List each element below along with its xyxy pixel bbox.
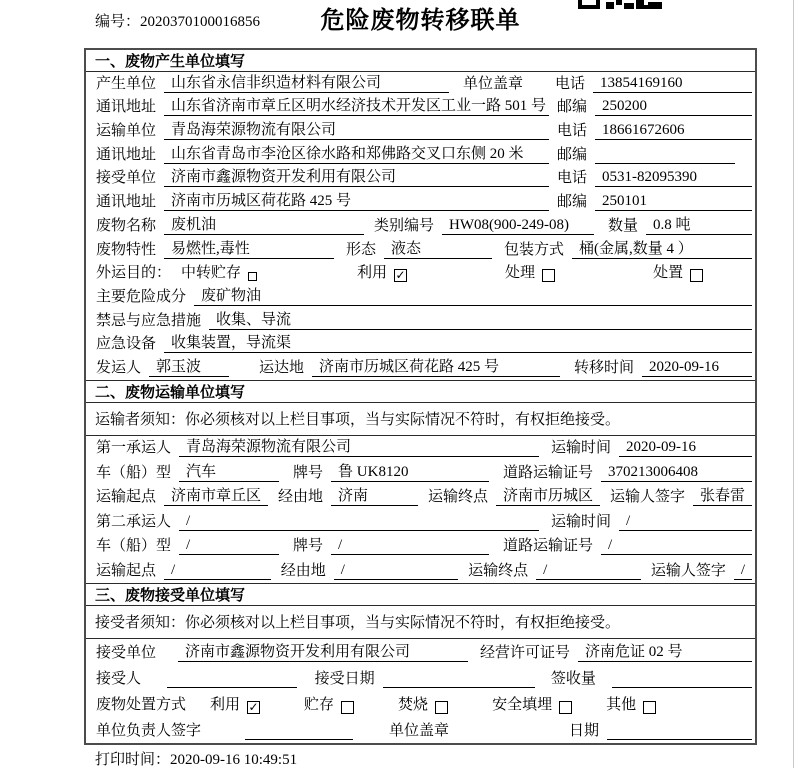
transfer-time-label: 转移时间 — [574, 359, 635, 376]
dispose-checkbox-icon — [690, 269, 703, 282]
print-time-value: 2020-09-16 10:49:51 — [170, 752, 298, 768]
transfer-storage-option — [181, 261, 257, 282]
section-receiver — [86, 583, 755, 743]
disposal-landfill-label: 安全填埋 — [492, 696, 553, 713]
row-receiver — [86, 167, 755, 191]
addr3-label: 通讯地址 — [96, 194, 157, 211]
via2-label: 经由地 — [280, 562, 326, 579]
row-waste-character — [86, 238, 755, 262]
plate1-value: 鲁 UK8120 — [331, 460, 489, 482]
date-label: 日期 — [569, 722, 600, 739]
disposal-store-checkbox-icon — [341, 701, 354, 714]
row-second-carrier — [86, 509, 755, 534]
accept-date-value — [383, 671, 535, 688]
zip1-label: 邮编 — [557, 99, 588, 116]
receiver-value: 济南市鑫源物资开发利用有限公司 — [164, 165, 549, 187]
license2-label: 道路运输证号 — [503, 538, 594, 555]
origin1-value: 济南市章丘区 — [164, 484, 268, 506]
qr-code-fragment — [578, 0, 662, 10]
window-edge-line — [793, 0, 794, 768]
phone3-value: 0531-82095390 — [595, 169, 752, 187]
page-title: 危险废物转移联单 — [320, 7, 521, 34]
row-vehicle2 — [86, 534, 755, 559]
addr1-value: 山东省济南市章丘区明水经济技术开发区工业一路 501 号 — [164, 94, 549, 116]
phone2-value: 18661672606 — [595, 122, 752, 140]
section1-title: 一、废物产生单位填写 — [86, 50, 755, 72]
row-hazard — [86, 285, 755, 309]
permit-label: 经营许可证号 — [480, 644, 571, 661]
quantity-value: 0.8 吨 — [646, 213, 752, 235]
row-head-sign — [86, 717, 755, 743]
receive-unit-label: 接受单位 — [96, 644, 157, 661]
time1-label: 运输时间 — [551, 440, 612, 457]
manifest-table — [84, 48, 757, 745]
treat-checkbox-icon — [542, 269, 555, 282]
disposal-use-option — [210, 693, 260, 714]
time2-label: 运输时间 — [551, 513, 612, 530]
packing-value: 桶(金属,数量 4 ） — [572, 237, 752, 259]
end1-value: 济南市历城区 — [496, 484, 600, 506]
vehicle2-value: / — [179, 537, 279, 555]
zip2-label: 邮编 — [557, 146, 588, 163]
unit-seal2-label: 单位盖章 — [389, 722, 450, 739]
sign1-label: 运输人签字 — [609, 489, 685, 506]
carrier1-label: 第一承运人 — [96, 440, 172, 457]
row-transporter-address — [86, 143, 755, 167]
consignor-label: 发运人 — [96, 359, 142, 376]
transporter-value: 青岛海荣源物流有限公司 — [164, 118, 549, 140]
phone2-label: 电话 — [557, 123, 588, 140]
disposal-burn-option — [398, 693, 448, 714]
vehicle1-value: 汽车 — [179, 460, 279, 482]
sign-qty-value — [612, 671, 752, 688]
disposal-label: 废物处置方式 — [96, 696, 187, 713]
transporter-notice: 运输者须知：你必须核对以上栏目事项，当与实际情况不符时，有权拒绝接受。 — [86, 403, 755, 436]
origin1-label: 运输起点 — [96, 489, 157, 506]
use-checkbox-icon: ✓ — [395, 268, 406, 283]
row-transporter — [86, 119, 755, 143]
plate1-label: 牌号 — [293, 464, 324, 481]
hazard-label: 主要危险成分 — [96, 288, 187, 305]
treat-option — [505, 261, 555, 282]
producer-value: 山东省永信非织造材料有限公司 — [164, 71, 449, 93]
zip2-value — [595, 147, 735, 164]
accept-date-label: 接受日期 — [314, 670, 375, 687]
acceptor-label: 接受人 — [96, 670, 142, 687]
end1-label: 运输终点 — [427, 489, 488, 506]
row-equipment — [86, 333, 755, 357]
row-producer — [86, 72, 755, 96]
addr2-label: 通讯地址 — [96, 146, 157, 163]
section2-title: 二、废物运输单位填写 — [86, 381, 755, 403]
plate2-label: 牌号 — [293, 538, 324, 555]
disposal-other-checkbox-icon — [643, 701, 656, 714]
row-vehicle1 — [86, 460, 755, 485]
head-sign-value — [245, 723, 353, 740]
disposal-landfill-checkbox-icon — [559, 701, 572, 714]
row-purpose — [86, 262, 755, 286]
disposal-use-label: 利用 — [210, 696, 241, 713]
permit-value: 济南危证 02 号 — [578, 640, 752, 662]
addr3-value: 济南市历城区荷花路 425 号 — [164, 189, 549, 211]
receiver-label: 接受单位 — [96, 170, 157, 187]
row-acceptor — [86, 665, 755, 691]
sign1-value: 张春雷 — [693, 484, 752, 506]
carrier1-value: 青岛海荣源物流有限公司 — [179, 435, 539, 457]
phone1-value: 13854169160 — [593, 75, 752, 93]
row-route1 — [86, 485, 755, 510]
taboo-value: 收集、导流 — [209, 308, 752, 330]
disposal-landfill-option — [492, 693, 572, 714]
consignor-value: 郭玉波 — [149, 355, 229, 377]
vehicle1-label: 车（船）型 — [96, 464, 172, 481]
date-value — [607, 723, 752, 740]
section3-title: 三、废物接受单位填写 — [86, 584, 755, 606]
addr2-value: 山东省青岛市李沧区徐水路和郑佛路交叉口东侧 20 米 — [164, 142, 549, 164]
treat-label: 处理 — [505, 265, 536, 282]
waste-name-label: 废物名称 — [96, 217, 157, 234]
use-label: 利用 — [357, 265, 388, 282]
row-receive-unit — [86, 639, 755, 665]
acceptor-value — [167, 671, 297, 688]
section-producer — [86, 50, 755, 380]
receiver-notice: 接受者须知：你必须核对以上栏目事项，当与实际情况不符时，有权拒绝接受。 — [86, 606, 755, 639]
row-first-carrier — [86, 436, 755, 461]
dispose-option — [653, 261, 703, 282]
row-disposal — [86, 691, 755, 717]
unit-seal-label: 单位盖章 — [463, 75, 524, 92]
equipment-label: 应急设备 — [96, 336, 157, 353]
phone1-label: 电话 — [555, 75, 586, 92]
addr1-label: 通讯地址 — [96, 99, 157, 116]
transporter-label: 运输单位 — [96, 123, 157, 140]
equipment-value: 收集装置，导流渠 — [164, 331, 752, 353]
time1-value: 2020-09-16 — [619, 439, 752, 457]
dispose-label: 处置 — [653, 265, 684, 282]
waste-name-value: 废机油 — [164, 213, 364, 235]
via1-value: 济南 — [331, 484, 418, 506]
disposal-burn-checkbox-icon — [435, 701, 448, 714]
row-receiver-address — [86, 190, 755, 214]
use-option — [357, 261, 407, 282]
print-time-label: 打印时间： — [95, 752, 171, 768]
license1-label: 道路运输证号 — [503, 464, 594, 481]
sign-qty-label: 签收量 — [550, 670, 596, 687]
disposal-use-checkbox-icon: ✓ — [248, 699, 259, 714]
form-value: 液态 — [384, 237, 492, 259]
disposal-burn-label: 焚烧 — [398, 696, 429, 713]
destination-label: 运达地 — [259, 359, 305, 376]
disposal-other-label: 其他 — [606, 696, 637, 713]
category-label: 类别编号 — [374, 217, 435, 234]
row-consignor — [86, 356, 755, 380]
vehicle2-label: 车（船）型 — [96, 538, 172, 555]
carrier2-value: / — [179, 513, 539, 531]
head-sign-label: 单位负责人签字 — [96, 722, 202, 739]
form-label: 形态 — [346, 241, 377, 258]
purpose-label: 外运目的： — [96, 265, 172, 282]
zip3-label: 邮编 — [557, 194, 588, 211]
row-taboo — [86, 309, 755, 333]
section-transporter — [86, 380, 755, 583]
origin2-value: / — [164, 562, 271, 580]
doc-number-value: 2020370100016856 — [140, 14, 261, 30]
via2-value: / — [334, 562, 458, 580]
row-producer-address — [86, 96, 755, 120]
doc-number-label: 编号： — [95, 14, 141, 30]
row-waste-name — [86, 214, 755, 238]
via1-label: 经由地 — [278, 489, 324, 506]
zip3-value: 250101 — [595, 193, 752, 211]
producer-label: 产生单位 — [96, 75, 157, 92]
origin2-label: 运输起点 — [96, 562, 157, 579]
row-route2 — [86, 558, 755, 583]
license1-value: 370213006408 — [601, 464, 752, 482]
destination-value: 济南市历城区荷花路 425 号 — [312, 355, 560, 377]
sign2-value: / — [734, 562, 752, 580]
disposal-other-option — [606, 693, 656, 714]
taboo-label: 禁忌与应急措施 — [96, 312, 202, 329]
carrier2-label: 第二承运人 — [96, 513, 172, 530]
sign2-label: 运输人签字 — [650, 562, 726, 579]
character-value: 易燃性,毒性 — [164, 237, 334, 259]
plate2-value: / — [331, 537, 489, 555]
quantity-label: 数量 — [608, 217, 639, 234]
license2-value: / — [601, 537, 752, 555]
category-value: HW08(900-249-08) — [442, 217, 594, 235]
receive-unit-value: 济南市鑫源物资开发利用有限公司 — [178, 640, 468, 662]
end2-value: / — [536, 562, 641, 580]
phone3-label: 电话 — [557, 170, 588, 187]
packing-label: 包装方式 — [504, 241, 565, 258]
disposal-store-label: 贮存 — [304, 696, 335, 713]
transfer-time-value: 2020-09-16 — [642, 359, 752, 377]
character-label: 废物特性 — [96, 241, 157, 258]
disposal-store-option — [304, 693, 354, 714]
print-time — [95, 748, 297, 768]
transfer-storage-label: 中转贮存 — [181, 265, 242, 282]
hazard-value: 废矿物油 — [194, 284, 752, 306]
end2-label: 运输终点 — [468, 562, 529, 579]
time2-value: / — [619, 513, 752, 531]
zip1-value: 250200 — [595, 98, 752, 116]
transfer-storage-checkbox-icon — [248, 272, 257, 281]
